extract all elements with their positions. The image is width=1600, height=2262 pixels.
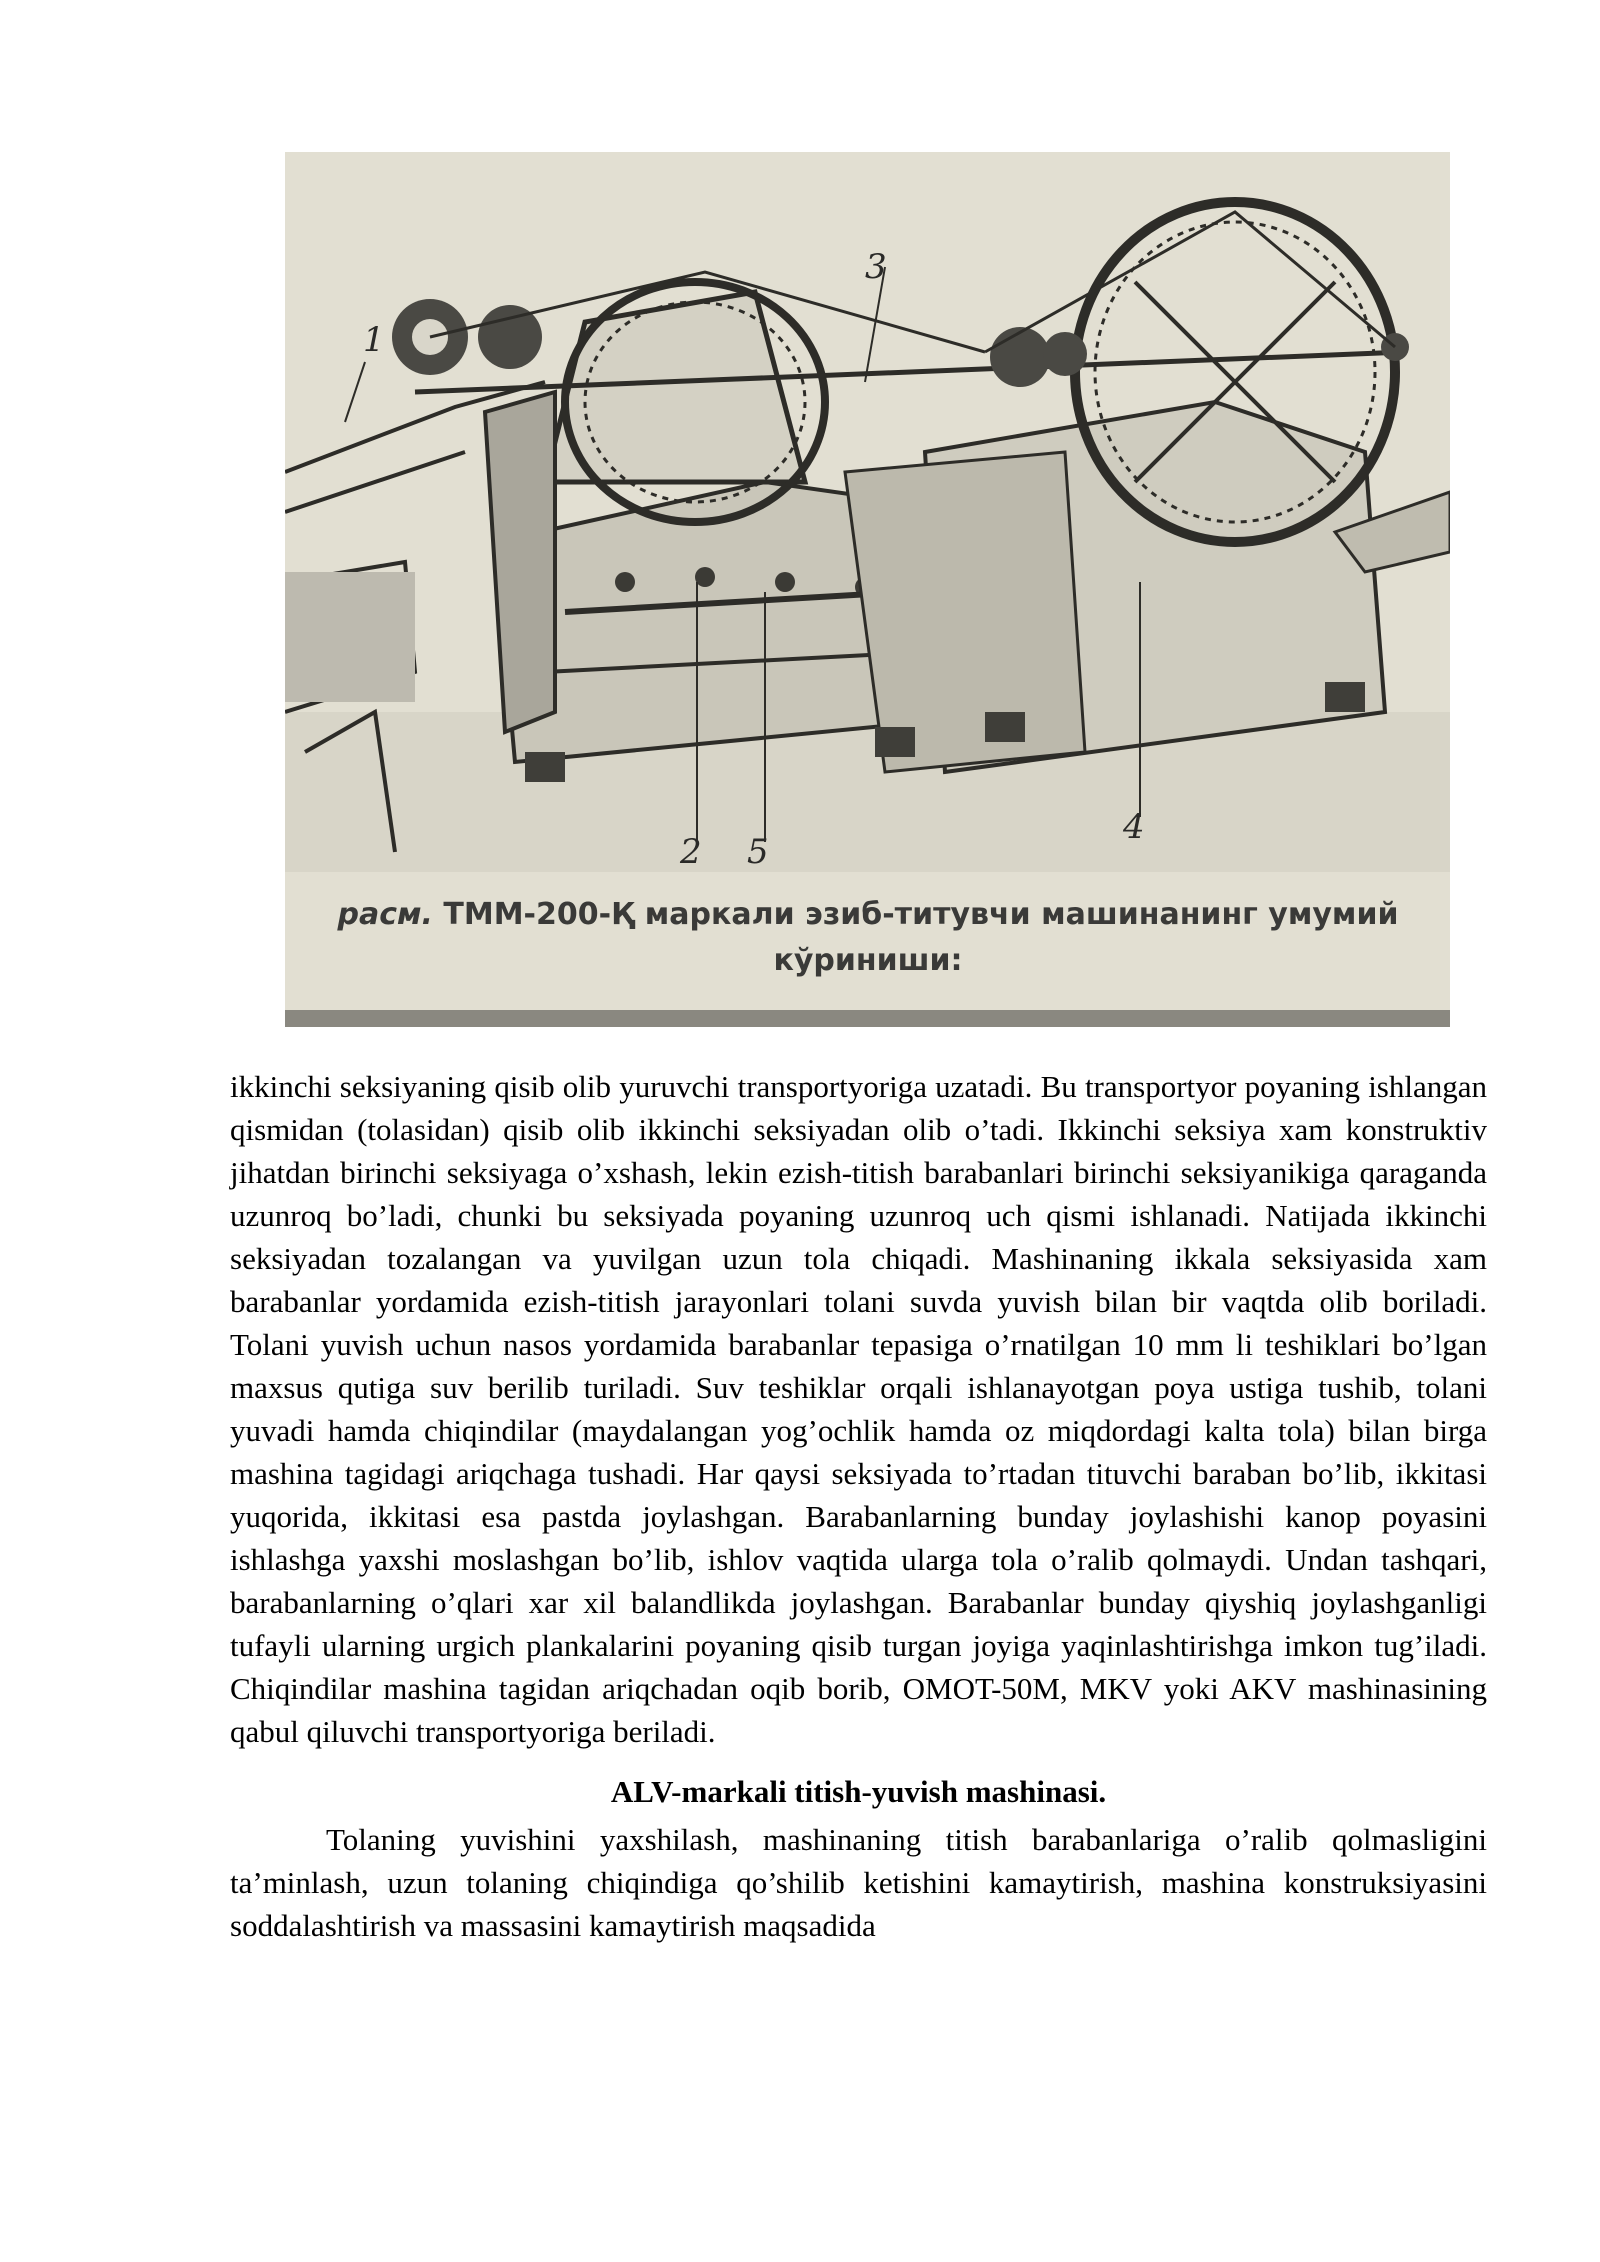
figure-label-3: 3: [865, 247, 887, 287]
document-body: [230, 1065, 1487, 1947]
figure-caption-text: ТММ-200-Қ маркали эзиб-титувчи машинанинг умумий кўриниши:: [443, 897, 1399, 978]
figure-label-5: 5: [747, 832, 769, 872]
figure-caption: [293, 892, 1443, 984]
body-paragraph: ikkinchi seksiyaning qisib olib yuruvchi transportyoriga uzatadi. Bu transportyor poyaning ishlangan qismidan (tolasidan) qisib olib ikkinchi seksiyadan olib o’tadi. Ikkinchi seksiya xam konstruktiv jihatdan birinchi seksiyaga o’xshash, lekin ezish-titish barabanlari birinchi seksiyanikiga qaraganda uzunroq bo’ladi, chunki bu seksiyada poyaning uzunroq uch qismi ishlanadi. Natijada ikkinchi seksiyadan tozalangan va yuvilgan uzun tola chiqadi. Mashinaning ikkala seksiyasida xam barabanlar yordamida ezish-titish jarayonlari tolani suvda yuvish bilan bir vaqtda olib boriladi. Tolani yuvish uchun nasos yordamida barabanlar tepasiga o’rnatilgan 10 mm li teshiklari bo’lgan maxsus qutiga suv berilib turiladi. Suv teshiklar orqali ishlanayotgan poya ustiga tushib, tolani yuvadi hamda chiqindilar (maydalangan yog’ochlik hamda oz miqdordagi kalta tola) bilan birga mashina tagidagi ariqchaga tushadi. Har qaysi seksiyada to’rtadan tituvchi baraban bo’lib, ikkitasi yuqorida, ikkitasi esa pastda joylashgan. Barabanlarning bunday joylashishi kanop poyasini ishlashga yaxshi moslashgan bo’lib, ishlov vaqtida ularga tola o’ralib qolmaydi. Undan tashqari, barabanlarning o’qlari xar xil balandlikda joylashgan. Barabanlar bunday qiyshiq joylashganligi tufayli ularning urgich plankalarini poyaning qisib turgan joyiga yaqinlashtirishga imkon tug’iladi. Chiqindilar mashina tagidan ariqchadan oqib borib, OMOT-50M, MKV yoki AKV mashinasining qabul qiluvchi transportyoriga beriladi.: [230, 1069, 1487, 1749]
machine-figure: [285, 152, 1450, 1027]
body-paragraph-continued: Tolaning yuvishini yaxshilash, mashinaning titish barabanlariga o’ralib qolmasligini ta’minlash, uzun tolaning chiqindiga qo’shilib ketishini kamaytirish, mashina konstruksiyasini soddalashtirish va massasini kamaytirish maqsadida: [230, 1822, 1487, 1943]
section-heading: ALV-markali titish-yuvish mashinasi.: [610, 1774, 1107, 1809]
figure-caption-prefix: расм.: [337, 897, 433, 932]
figure-label-2: 2: [680, 832, 702, 872]
figure-label-4: 4: [1123, 807, 1145, 847]
figure-label-1: 1: [363, 320, 385, 360]
